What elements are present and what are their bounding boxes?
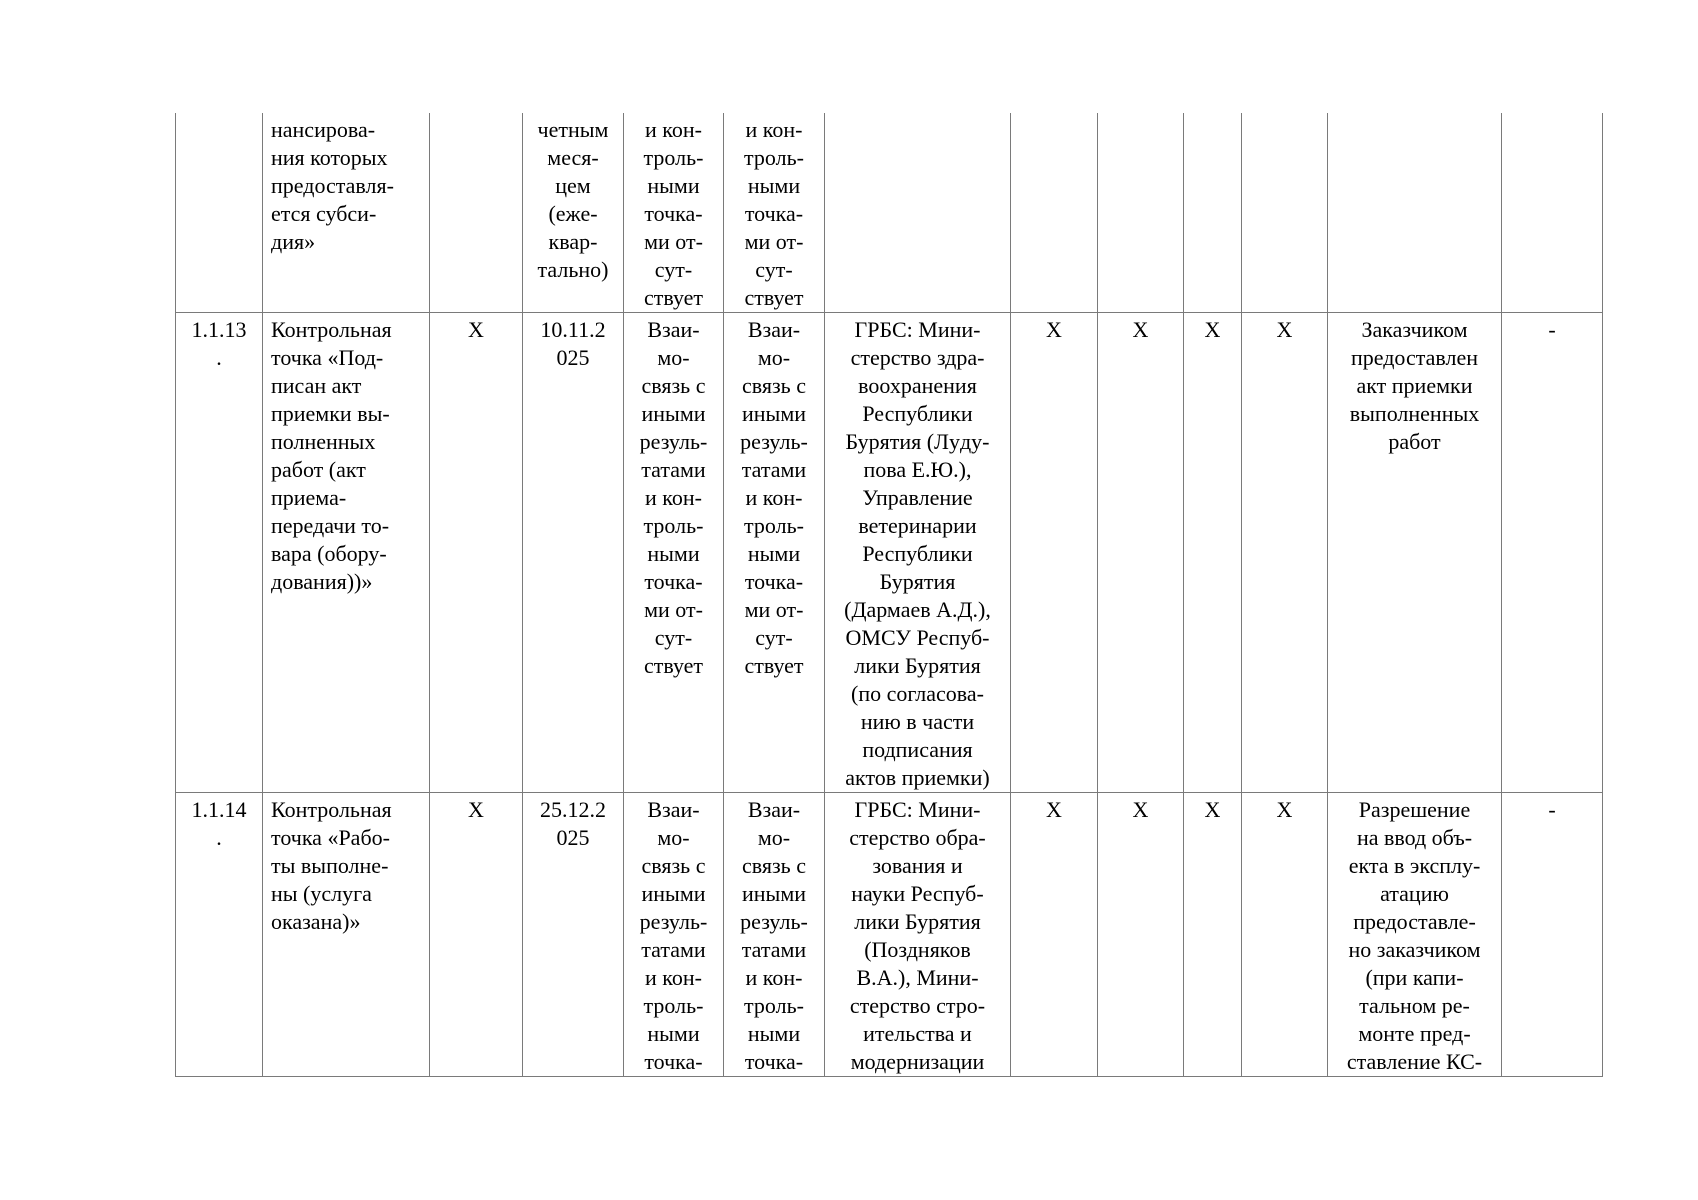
relation-cell: и кон- троль- ными точка- ми от- сут- ствует — [624, 113, 724, 313]
mark-cell — [1242, 113, 1328, 313]
last-cell — [1502, 113, 1603, 313]
date-cell: 10.11.2 025 — [523, 313, 624, 793]
relation-cell: и кон- троль- ными точка- ми от- сут- ствует — [724, 113, 825, 313]
date-cell: 25.12.2 025 — [523, 793, 624, 1077]
relation-cell: Взаи- мо- связь с иными резуль- татами и кон- троль- ными точка- ми от- сут- ствует — [624, 313, 724, 793]
table-row — [176, 313, 1603, 793]
result-cell: Разрешение на ввод объ- екта в эксплу- атацию предоставле- но заказчиком (при капи- тальном ре- монте пред- ставление КС- — [1328, 793, 1502, 1077]
name-cell: нансирова- ния которых предоставля- ется субси- дия» — [263, 113, 430, 313]
mark-cell: X — [1011, 313, 1098, 793]
relation-cell: Взаи- мо- связь с иными резуль- татами и кон- троль- ными точка- ми от- сут- ствует — [724, 313, 825, 793]
name-cell: Контрольная точка «Под- писан акт приемки вы- полненных работ (акт приема- передачи то- вара (обору- дования))» — [263, 313, 430, 793]
result-cell — [1328, 113, 1502, 313]
mark-cell — [1184, 113, 1242, 313]
relation-cell: Взаи- мо- связь с иными резуль- татами и кон- троль- ными точка- — [724, 793, 825, 1077]
mark-cell: X — [1098, 793, 1184, 1077]
mark-cell: X — [1011, 793, 1098, 1077]
mark-cell: X — [1242, 313, 1328, 793]
name-cell: Контрольная точка «Рабо- ты выполне- ны (услуга оказана)» — [263, 793, 430, 1077]
row-number-cell: 1.1.14 . — [176, 793, 263, 1077]
mark-cell — [1011, 113, 1098, 313]
responsible-cell: ГРБС: Мини- стерство здра- воохранения Республики Бурятия (Лyду- пова Е.Ю.), Управление ветеринарии Республики Бурятия (Дармаев А.Д.), ОМСУ Респуб- лики Бурятия (по согласова- нию в части подписания актов приемки) — [825, 313, 1011, 793]
row-number-cell: 1.1.13 . — [176, 313, 263, 793]
result-cell: Заказчиком предоставлен акт приемки выполненных работ — [1328, 313, 1502, 793]
date-cell: четным меся- цем (еже- квар- тально) — [523, 113, 624, 313]
table-row — [176, 113, 1603, 313]
last-cell: - — [1502, 313, 1603, 793]
mark-cell: X — [1098, 313, 1184, 793]
mark-cell: X — [430, 313, 523, 793]
mark-cell: X — [1242, 793, 1328, 1077]
table-row — [176, 793, 1603, 1077]
row-number-cell — [176, 113, 263, 313]
responsible-cell: ГРБС: Мини- стерство обра- зования и науки Респуб- лики Бурятия (Поздняков В.А.), Мини- стерство стро- ительства и модернизации — [825, 793, 1011, 1077]
responsible-cell — [825, 113, 1011, 313]
mark-cell: X — [1184, 793, 1242, 1077]
mark-cell — [430, 113, 523, 313]
relation-cell: Взаи- мо- связь с иными резуль- татами и кон- троль- ными точка- — [624, 793, 724, 1077]
mark-cell: X — [430, 793, 523, 1077]
last-cell: - — [1502, 793, 1603, 1077]
mark-cell — [1098, 113, 1184, 313]
mark-cell: X — [1184, 313, 1242, 793]
control-points-table — [175, 113, 1603, 1077]
